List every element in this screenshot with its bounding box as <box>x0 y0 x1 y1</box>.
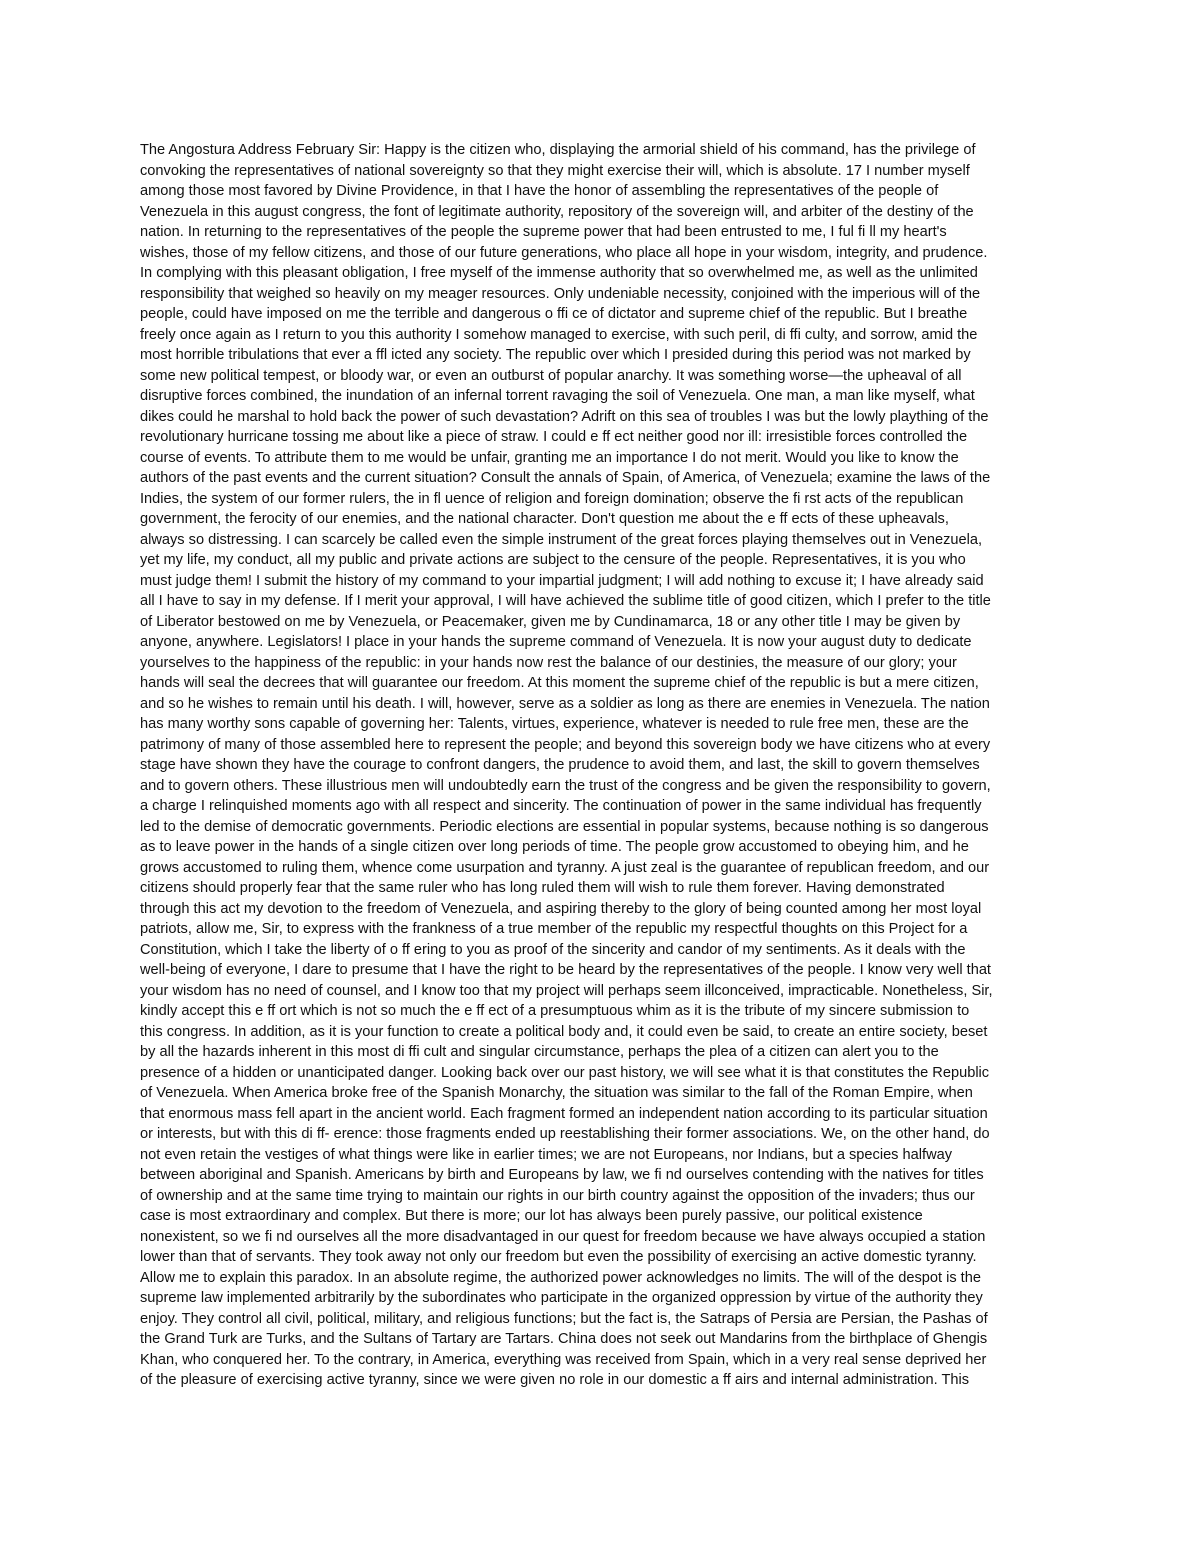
text-line: this congress. In addition, as it is your function to create a political body and, it could even be said, to create an entire society, beset <box>140 1023 988 1040</box>
text-line: nation. In returning to the representatives of the people the supreme power that had been entrusted to me, I ful fi ll my heart's <box>140 224 947 240</box>
text-line: patriots, allow me, Sir, to express with the frankness of a true member of the republic my respectful thoughts on this Project for a <box>140 921 968 937</box>
text-line: and so he wishes to remain until his death. I will, however, serve as a soldier as long as there are enemies in Venezuela. The nation <box>140 695 990 712</box>
text-line: and to govern others. These illustrious men will undoubtedly earn the trust of the congress and be given the responsibility to govern, <box>140 777 991 794</box>
text-line: citizens should properly fear that the same ruler who has long ruled them will wish to rule them forever. Having demonstrated <box>140 880 945 896</box>
text-line: by all the hazards inherent in this most di ffi cult and singular circumstance, perhaps the plea of a citizen can alert you to the <box>140 1044 939 1060</box>
text-line: disruptive forces combined, the inundation of an infernal torrent ravaging the soil of Venezuela. One man, a man like myself, what <box>140 388 975 404</box>
text-line: or interests, but with this di ff- erence: those fragments ended up reestablishing their former associations. We, on the other hand, do <box>140 1126 990 1142</box>
text-line: government, the ferocity of our enemies, and the national character. Don't question me about the e ff ects of these upheavals, <box>140 511 949 527</box>
text-line: Constitution, which I take the liberty of o ff ering to you as proof of the sincerity and candor of my sentiments. As it deals with the <box>140 941 966 958</box>
text-line: responsibility that weighed so heavily on my meager resources. Only undeniable necessity, conjoined with the imperious will of the <box>140 285 981 302</box>
text-line: enjoy. They control all civil, political, military, and religious functions; but the fact is, the Satraps of Persia are Persian, the Pashas of <box>140 1310 988 1327</box>
text-line: yet my life, my conduct, all my public and private actions are subject to the censure of the people. Representatives, it is you who <box>140 552 966 568</box>
text-line: grows accustomed to ruling them, whence come usurpation and tyranny. A just zeal is the guarantee of republican freedom, and our <box>140 859 990 876</box>
text-line: of Liberator bestowed on me by Venezuela, or Peacemaker, given me by Cundinamarca, 18 or any other title I may be given by <box>140 613 961 630</box>
text-line: of the pleasure of exercising active tyranny, since we were given no role in our domestic a ff airs and internal administration. This <box>140 1372 970 1388</box>
text-line: The Angostura Address February Sir: Happy is the citizen who, displaying the armorial shield of his command, has the privilege of <box>140 142 976 158</box>
text-line: a charge I relinquished moments ago with all respect and sincerity. The continuation of power in the same individual has frequently <box>140 798 982 814</box>
text-line: some new political tempest, or bloody war, or even an outburst of popular anarchy. It was something worse—the upheaval of all <box>140 367 962 384</box>
text-line: Indies, the system of our former rulers, the in fl uence of religion and foreign domination; observe the fi rst acts of the republican <box>140 490 964 507</box>
text-line: authors of the past events and the current situation? Consult the annals of Spain, of America, of Venezuela; examine the laws of the <box>140 470 991 486</box>
text-line: convoking the representatives of national sovereignty so that they might exercise their will, which is absolute. 17 I number myself <box>140 162 970 179</box>
text-line: freely once again as I return to you this authority I somehow managed to exercise, with such peril, di ffi culty, and sorrow, amid the <box>140 326 978 343</box>
text-line: supreme law implemented arbitrarily by the subordinates who participate in the organized oppression by virtue of the authority they <box>140 1290 983 1306</box>
text-line: In complying with this pleasant obligation, I free myself of the immense authority that so overwhelmed me, as well as the unlimited <box>140 265 978 281</box>
text-line: not even retain the vestiges of what things were like in earlier times; we are not Europeans, nor Indians, but a species halfway <box>140 1146 953 1163</box>
text-line: yourselves to the happiness of the republic: in your hands now rest the balance of our destinies, the measure of our glory; your <box>140 654 957 671</box>
text-line: well-being of everyone, I dare to presume that I have the right to be heard by the representatives of the people. I know very well that <box>140 962 991 978</box>
text-line: Khan, who conquered her. To the contrary, in America, everything was received from Spain, which in a very real sense deprived her <box>140 1351 987 1368</box>
text-line: of Venezuela. When America broke free of the Spanish Monarchy, the situation was similar to the fall of the Roman Empire, when <box>140 1085 973 1101</box>
text-line: revolutionary hurricane tossing me about like a piece of straw. I could e ff ect neither good nor ill: irresistible forces controlled the <box>140 429 968 445</box>
document-body-text <box>140 140 1055 1391</box>
text-line: Allow me to explain this paradox. In an absolute regime, the authorized power acknowledges no limits. The will of the despot is the <box>140 1269 981 1286</box>
text-line: among those most favored by Divine Providence, in that I have the honor of assembling the representatives of the people of <box>140 183 939 199</box>
text-line: led to the demise of democratic governments. Periodic elections are essential in popular systems, because nothing is so dangerous <box>140 818 989 835</box>
text-line: that enormous mass fell apart in the ancient world. Each fragment formed an independent nation according to its particular situation <box>140 1105 988 1122</box>
text-line: as to leave power in the hands of a single citizen over long periods of time. The people grow accustomed to obeying him, and he <box>140 839 969 855</box>
text-line: Venezuela in this august congress, the font of legitimate authority, repository of the sovereign will, and arbiter of the destiny of the <box>140 203 974 220</box>
text-line: most horrible tribulations that ever a ffl icted any society. The republic over which I presided during this period was not marked by <box>140 347 971 363</box>
text-line: between aboriginal and Spanish. Americans by birth and Europeans by law, we fi nd ourselves contending with the natives for titles <box>140 1167 984 1183</box>
text-line: has many worthy sons capable of governing her: Talents, virtues, experience, whatever is needed to rule free men, these are the <box>140 716 969 732</box>
text-line: nonexistent, so we fi nd ourselves all the more disadvantaged in our quest for freedom because we have always occupied a station <box>140 1228 986 1245</box>
text-line: anyone, anywhere. Legislators! I place in your hands the supreme command of Venezuela. It is now your august duty to dedicate <box>140 634 972 650</box>
text-line: dikes could he marshal to hold back the power of such devastation? Adrift on this sea of troubles I was but the lowly plaything of the <box>140 408 989 425</box>
text-line: hands will seal the decrees that will guarantee our freedom. At this moment the supreme chief of the republic is but a mere citizen, <box>140 675 979 691</box>
text-line: through this act my devotion to the freedom of Venezuela, and aspiring thereby to the glory of being counted among her most loyal <box>140 900 982 917</box>
text-line: course of events. To attribute them to me would be unfair, granting me an importance I do not merit. Would you like to know the <box>140 449 959 466</box>
text-line: lower than that of servants. They took away not only our freedom but even the possibility of exercising an active domestic tyranny. <box>140 1249 977 1265</box>
text-line: must judge them! I submit the history of my command to your impartial judgment; I will add nothing to excuse it; I have already said <box>140 572 984 589</box>
text-line: case is most extraordinary and complex. But there is more; our lot has always been purely passive, our political existence <box>140 1208 923 1224</box>
text-line: your wisdom has no need of counsel, and I know too that my project will perhaps seem illconceived, impracticable. Nonetheless, Sir, <box>140 982 993 999</box>
text-line: the Grand Turk are Turks, and the Sultans of Tartary are Tartars. China does not seek out Mandarins from the birthplace of Ghengis <box>140 1331 988 1347</box>
text-line: all I have to say in my defense. If I merit your approval, I will have achieved the sublime title of good citizen, which I prefer to the title <box>140 593 991 609</box>
text-line: always so distressing. I can scarcely be called even the simple instrument of the great forces playing themselves out in Venezuela, <box>140 531 983 548</box>
text-line: wishes, those of my fellow citizens, and those of our future generations, who place all hope in your wisdom, integrity, and prudence. <box>140 244 988 261</box>
text-line: patrimony of many of those assembled here to represent the people; and beyond this sovereign body we have citizens who at every <box>140 736 991 753</box>
text-line: of ownership and at the same time trying to maintain our rights in our birth country against the opposition of the invaders; thus our <box>140 1187 975 1204</box>
text-line: people, could have imposed on me the terrible and dangerous o ffi ce of dictator and supreme chief of the republic. But I breathe <box>140 306 968 322</box>
text-line: stage have shown they have the courage to confront dangers, the prudence to avoid them, and last, the skill to govern themselves <box>140 757 980 773</box>
text-line: kindly accept this e ff ort which is not so much the e ff ect of a presumptuous whim as it is the tribute of my sincere submission to <box>140 1003 970 1019</box>
text-line: presence of a hidden or unanticipated danger. Looking back over our past history, we will see what it is that constitutes the Republic <box>140 1064 990 1081</box>
